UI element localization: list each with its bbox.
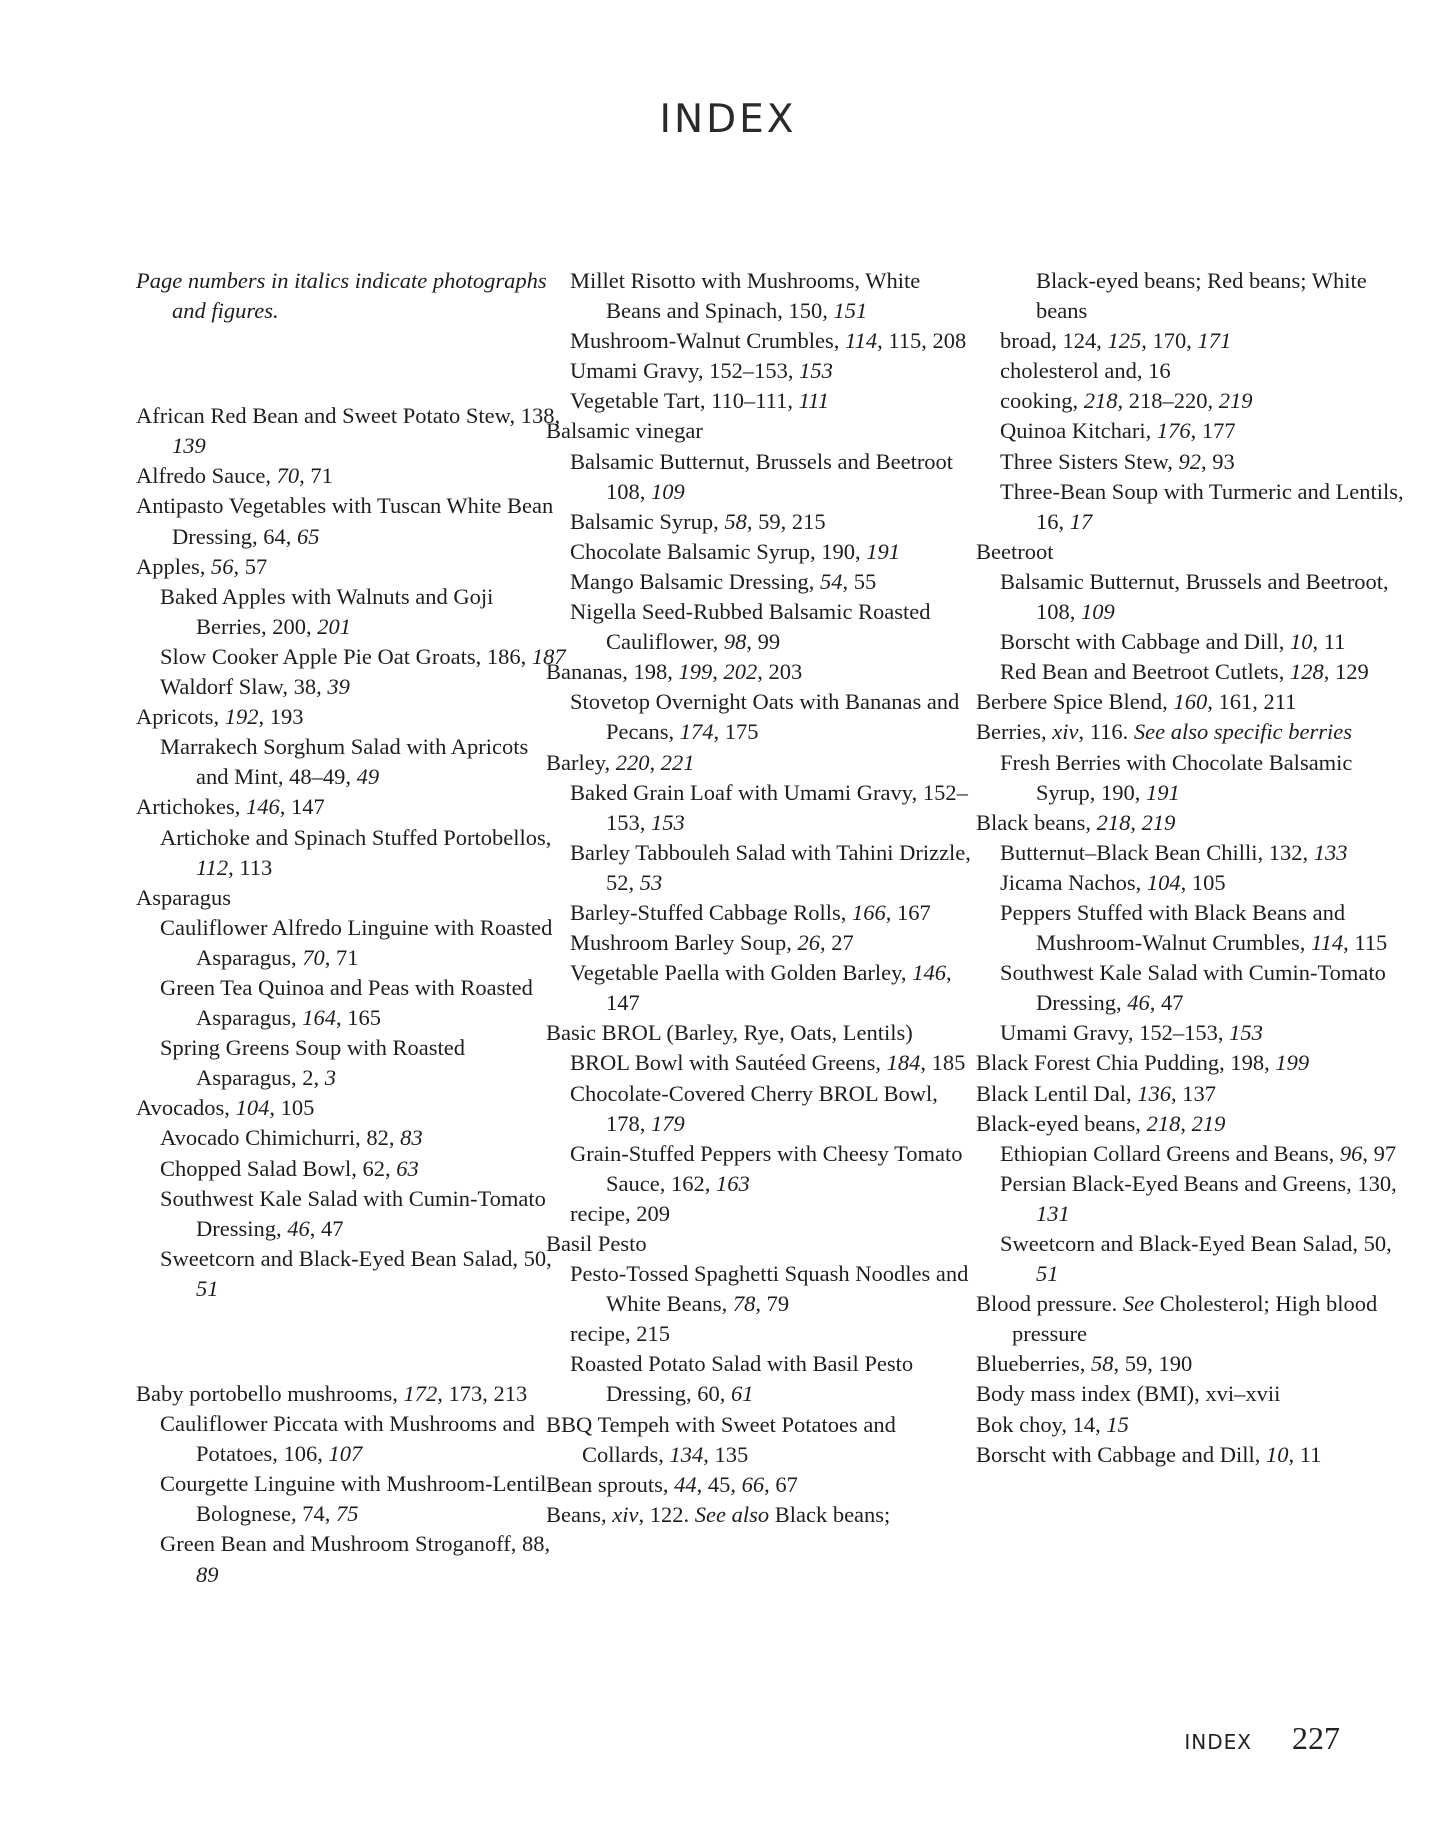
index-entry: Basil Pesto <box>546 1231 647 1256</box>
page-number: 227 <box>1292 1720 1340 1756</box>
index-subentry: Green Tea Quinoa and Peas with Roasted Asparagus, 164, 165 <box>160 974 533 1031</box>
index-subentry: BROL Bowl with Sautéed Greens, 184, 185 <box>570 1050 966 1076</box>
index-entry: BBQ Tempeh with Sweet Potatoes and Collards, 134, 135 <box>546 1411 896 1467</box>
index-subentry: Southwest Kale Salad with Cumin-Tomato Dressing, 46, 47 <box>160 1185 546 1241</box>
index-subentry: Vegetable Paella with Golden Barley, 146, 147 <box>570 960 952 1016</box>
index-subentry: Ethiopian Collard Greens and Beans, 96, 97 <box>1000 1140 1397 1166</box>
index-subentry: Borscht with Cabbage and Dill, 10, 11 <box>1000 629 1346 655</box>
index-subentry: Artichoke and Spinach Stuffed Portobellos, 112, 113 <box>160 824 552 880</box>
index-subentry: Cauliflower Alfredo Linguine with Roasted Asparagus, 70, 71 <box>160 914 553 970</box>
index-subentry: Red Bean and Beetroot Cutlets, 128, 129 <box>1000 659 1369 685</box>
index-subentry: Slow Cooker Apple Pie Oat Groats, 186, 187 <box>160 643 566 669</box>
index-subentry: recipe, 209 <box>570 1200 670 1226</box>
index-subentry: Black-eyed beans; Red beans; White beans <box>1036 268 1367 324</box>
index-subentry: Umami Gravy, 152–153, 153 <box>570 358 833 384</box>
index-entry: Bok choy, 14, 15 <box>976 1411 1129 1437</box>
index-subentry: Balsamic Butternut, Brussels and Beetroot 108, 109 <box>570 448 954 504</box>
index-subentry: Umami Gravy, 152–153, 153 <box>1000 1020 1263 1046</box>
index-entry: Black Lentil Dal, 136, 137 <box>976 1080 1216 1106</box>
index-entry: Blood pressure. See Cholesterol; High blood pressure <box>976 1291 1378 1347</box>
index-subentry: Courgette Linguine with Mushroom-Lentil Bolognese, 74, 75 <box>160 1471 547 1527</box>
index-subentry: Balsamic Syrup, 58, 59, 215 <box>570 508 826 534</box>
index-subentry: Vegetable Tart, 110–111, 111 <box>570 388 829 414</box>
index-entry: Bananas, 198, 199, 202, 203 <box>546 659 803 685</box>
index-subentry: cooking, 218, 218–220, 219 <box>1000 388 1253 414</box>
index-column-1 <box>136 266 566 1590</box>
index-subentry: Nigella Seed-Rubbed Balsamic Roasted Cauliflower, 98, 99 <box>570 599 931 655</box>
index-entry: Berbere Spice Blend, 160, 161, 211 <box>976 689 1297 715</box>
index-entry: Black Forest Chia Pudding, 198, 199 <box>976 1050 1310 1076</box>
index-entry: Baby portobello mushrooms, 172, 173, 213 <box>136 1381 528 1406</box>
index-subentry: Barley-Stuffed Cabbage Rolls, 166, 167 <box>570 899 931 925</box>
index-subentry: Stovetop Overnight Oats with Bananas and Pecans, 174, 175 <box>570 689 960 745</box>
index-subentry: Jicama Nachos, 104, 105 <box>1000 869 1226 895</box>
index-subentry: Three-Bean Soup with Turmeric and Lentils, 16, 17 <box>1000 478 1404 534</box>
index-column-2 <box>546 266 976 1530</box>
index-spacer <box>136 1327 566 1357</box>
index-subentry: Three Sisters Stew, 92, 93 <box>1000 448 1235 474</box>
index-entry: Basic BROL (Barley, Rye, Oats, Lentils) <box>546 1020 913 1046</box>
index-subentry: Southwest Kale Salad with Cumin-Tomato Dressing, 46, 47 <box>1000 960 1386 1016</box>
index-subentry: Sweetcorn and Black-Eyed Bean Salad, 50, 51 <box>1000 1231 1392 1287</box>
index-subentry: Green Bean and Mushroom Stroganoff, 88, 89 <box>160 1531 551 1587</box>
index-subentry: Persian Black-Eyed Beans and Greens, 130, 131 <box>1000 1170 1397 1226</box>
index-subentry: Baked Apples with Walnuts and Goji Berries, 200, 201 <box>160 583 494 639</box>
index-subentry: Butternut–Black Bean Chilli, 132, 133 <box>1000 839 1348 865</box>
index-subentry: Spring Greens Soup with Roasted Asparagus, 2, 3 <box>160 1035 465 1091</box>
index-entry: Antipasto Vegetables with Tuscan White Bean Dressing, 64, 65 <box>136 493 554 549</box>
index-subentry: Waldorf Slaw, 38, 39 <box>160 674 350 700</box>
index-subentry: Chocolate-Covered Cherry BROL Bowl, 178, 179 <box>570 1080 938 1136</box>
index-subentry: Marrakech Sorghum Salad with Apricots and Mint, 48–49, 49 <box>160 734 529 790</box>
index-entry: Avocados, 104, 105 <box>136 1095 315 1121</box>
index-subentry: Roasted Potato Salad with Basil Pesto Dressing, 60, 61 <box>570 1351 914 1407</box>
index-subentry: Avocado Chimichurri, 82, 83 <box>160 1125 423 1151</box>
index-subentry: Chocolate Balsamic Syrup, 190, 191 <box>570 538 900 564</box>
index-entry: Black-eyed beans, 218, 219 <box>976 1110 1226 1136</box>
index-column-3 <box>976 266 1406 1470</box>
page-footer <box>1184 1720 1340 1757</box>
index-subentry: recipe, 215 <box>570 1321 670 1347</box>
index-subentry: Chopped Salad Bowl, 62, 63 <box>160 1155 419 1181</box>
index-subentry: Sweetcorn and Black-Eyed Bean Salad, 50, 51 <box>160 1245 552 1301</box>
index-entry: Barley, 220, 221 <box>546 749 695 775</box>
index-subentry: Grain-Stuffed Peppers with Cheesy Tomato Sauce, 162, 163 <box>570 1140 963 1196</box>
index-entry: Body mass index (BMI), xvi–xvii <box>976 1381 1281 1407</box>
index-entry: Apricots, 192, 193 <box>136 704 304 730</box>
index-subentry: cholesterol and, 16 <box>1000 358 1171 384</box>
index-entry: Asparagus <box>136 884 231 910</box>
index-subentry: Barley Tabbouleh Salad with Tahini Drizzle, 52, 53 <box>570 839 971 895</box>
index-entry: Balsamic vinegar <box>546 418 703 444</box>
index-subentry: Mushroom Barley Soup, 26, 27 <box>570 930 854 956</box>
index-note: Page numbers in italics indicate photographs and figures. <box>136 268 547 324</box>
index-subentry: Mushroom-Walnut Crumbles, 114, 115, 208 <box>570 328 967 354</box>
index-subentry: broad, 124, 125, 170, 171 <box>1000 328 1232 354</box>
index-subentry: Quinoa Kitchari, 176, 177 <box>1000 418 1236 444</box>
index-subentry: Balsamic Butternut, Brussels and Beetroot, 108, 109 <box>1000 568 1389 625</box>
index-entry: Apples, 56, 57 <box>136 553 268 579</box>
page-title: INDEX <box>659 97 797 142</box>
index-subentry: Fresh Berries with Chocolate Balsamic Syrup, 190, 191 <box>1000 749 1353 805</box>
index-entry: Artichokes, 146, 147 <box>136 794 325 820</box>
index-entry: Beetroot <box>976 538 1054 564</box>
index-subentry: Cauliflower Piccata with Mushrooms and Potatoes, 106, 107 <box>160 1411 535 1467</box>
index-entry: Borscht with Cabbage and Dill, 10, 11 <box>976 1441 1322 1467</box>
index-entry: African Red Bean and Sweet Potato Stew, 138, 139 <box>136 403 561 459</box>
index-subentry: Mango Balsamic Dressing, 54, 55 <box>570 568 877 594</box>
index-entry: Black beans, 218, 219 <box>976 809 1176 835</box>
index-subentry: Pesto-Tossed Spaghetti Squash Noodles and White Beans, 78, 79 <box>570 1261 969 1317</box>
footer-section-label: INDEX <box>1184 1730 1252 1754</box>
index-subentry: Baked Grain Loaf with Umami Gravy, 152–153, 153 <box>570 779 968 835</box>
index-entry: Blueberries, 58, 59, 190 <box>976 1351 1193 1377</box>
index-spacer <box>136 349 566 379</box>
index-subentry: Millet Risotto with Mushrooms, White Beans and Spinach, 150, 151 <box>570 268 921 324</box>
index-entry: Beans, xiv, 122. See also Black beans; <box>546 1501 891 1527</box>
index-entry: Berries, xiv, 116. See also specific berries <box>976 719 1352 745</box>
index-entry: Alfredo Sauce, 70, 71 <box>136 463 333 489</box>
index-entry: Bean sprouts, 44, 45, 66, 67 <box>546 1471 798 1497</box>
index-subentry: Peppers Stuffed with Black Beans and Mushroom-Walnut Crumbles, 114, 115 <box>1000 899 1388 956</box>
